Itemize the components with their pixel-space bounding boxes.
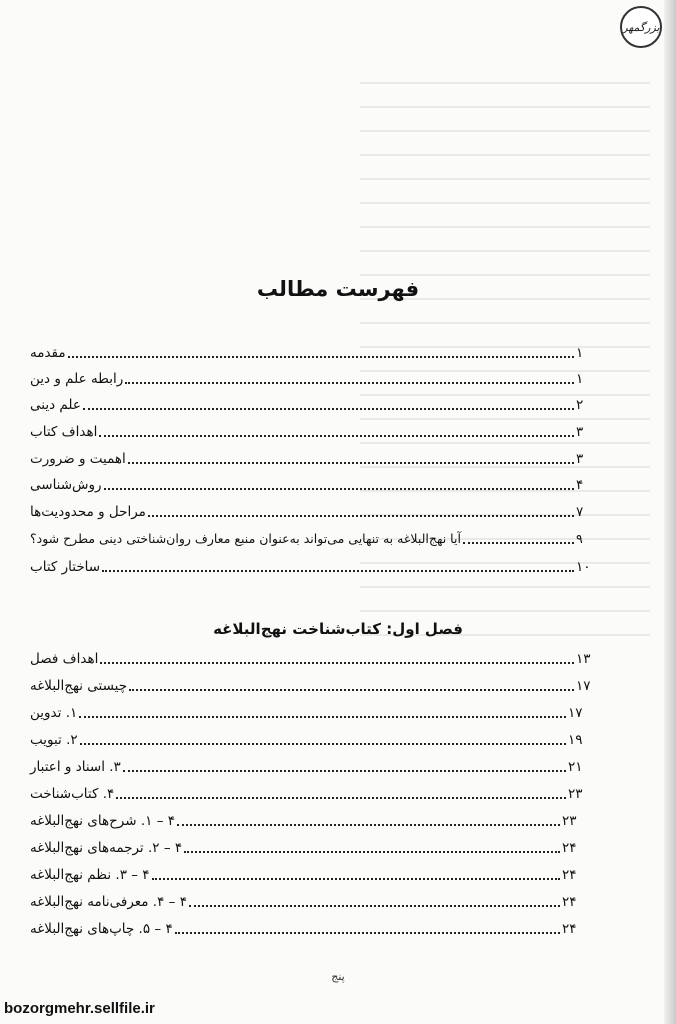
toc-entry[interactable] <box>30 526 600 548</box>
dot-leader <box>68 356 574 358</box>
toc-entry-label: ۴ – ۳. نظم نهج‌البلاغه <box>30 867 150 883</box>
dot-leader <box>100 662 574 664</box>
toc-entry[interactable] <box>30 392 600 414</box>
toc-entry-page: ۱ <box>576 371 584 387</box>
toc-entry[interactable] <box>30 862 586 884</box>
toc-entry-label: مراحل و محدودیت‌ها <box>30 504 146 520</box>
toc-entry-label: اهمیت و ضرورت <box>30 451 126 467</box>
site-watermark: bozorgmehr.sellfile.ir <box>4 1000 155 1017</box>
toc-entry-page: ۷ <box>576 504 584 520</box>
stamp-text: بزرگمهر <box>622 20 660 34</box>
dot-leader <box>99 435 574 437</box>
toc-entry[interactable] <box>30 646 600 668</box>
toc-entry-page: ۹ <box>576 531 583 546</box>
toc-entry-label: آیا نهج‌البلاغه به تنهایی می‌تواند به‌عنوان منبع معارف روان‌شناختی دینی مطرح شود؟ <box>30 531 461 546</box>
dot-leader <box>104 488 574 490</box>
toc-entry[interactable] <box>30 889 586 911</box>
toc-entry-label: اهداف کتاب <box>30 424 98 440</box>
toc-entry-page: ۲۴ <box>562 894 577 910</box>
dot-leader <box>123 770 566 772</box>
toc-entry[interactable] <box>30 554 600 576</box>
toc-entry[interactable] <box>30 366 600 388</box>
toc-entry-label: رابطه علم و دین <box>30 371 124 387</box>
toc-entry-label: ۴ – ۱. شرح‌های نهج‌البلاغه <box>30 813 176 829</box>
toc-entry-page: ۳ <box>576 424 584 440</box>
dot-leader <box>80 743 566 745</box>
dot-leader <box>129 689 574 691</box>
dot-leader <box>148 515 574 517</box>
toc-entry-page: ۲۴ <box>562 867 577 883</box>
dot-leader <box>116 797 566 799</box>
dot-leader <box>102 570 574 572</box>
toc-entry[interactable] <box>30 419 600 441</box>
dot-leader <box>189 905 560 907</box>
toc-entry-page: ۱۷ <box>568 705 583 721</box>
toc-entry-page: ۱۳ <box>576 651 591 667</box>
chapter-title: فصل اول: کتاب‌شناخت نهج‌البلاغه <box>213 620 463 638</box>
page-edge-shadow <box>664 0 676 1024</box>
toc-entry-label: روش‌شناسی <box>30 477 102 493</box>
toc-entry[interactable] <box>30 781 592 803</box>
toc-entry[interactable] <box>30 673 600 695</box>
dot-leader <box>152 878 560 880</box>
toc-entry-page: ۲۴ <box>562 840 577 856</box>
toc-entry[interactable] <box>30 754 592 776</box>
dot-leader <box>125 382 574 384</box>
toc-entry-page: ۲۱ <box>568 759 583 775</box>
toc-entry-label: ۲. تبویب <box>30 732 78 748</box>
toc-entry-page: ۴ <box>576 477 584 493</box>
toc-entry-label: ۴ – ۴. معرفی‌نامه نهج‌البلاغه <box>30 894 187 910</box>
dot-leader <box>128 462 574 464</box>
toc-entry-page: ۱ <box>576 345 584 361</box>
toc-entry-page: ۱۰ <box>576 559 591 575</box>
toc-entry-page: ۲ <box>576 397 584 413</box>
toc-entry-label: ساختار کتاب <box>30 559 101 575</box>
toc-entry[interactable] <box>30 835 586 857</box>
dot-leader <box>175 932 560 934</box>
toc-entry-label: ۴ – ۲. ترجمه‌های نهج‌البلاغه <box>30 840 183 856</box>
toc-entry[interactable] <box>30 472 600 494</box>
toc-entry-page: ۲۳ <box>568 786 583 802</box>
toc-entry[interactable] <box>30 499 600 521</box>
dot-leader <box>79 716 566 718</box>
toc-entry[interactable] <box>30 808 586 830</box>
toc-entry-label: مقدمه <box>30 345 66 361</box>
toc-entry[interactable] <box>30 340 600 362</box>
toc-entry[interactable] <box>30 916 586 938</box>
dot-leader <box>184 851 560 853</box>
dot-leader <box>83 408 574 410</box>
toc-entry-label: ۳. اسناد و اعتبار <box>30 759 121 775</box>
toc-entry-page: ۲۴ <box>562 921 577 937</box>
toc-entry[interactable] <box>30 727 592 749</box>
page-title: فهرست مطالب <box>256 277 420 301</box>
toc-entry-page: ۱۹ <box>568 732 583 748</box>
dot-leader <box>177 824 560 826</box>
publisher-stamp-logo <box>620 6 662 48</box>
toc-entry-label: ۴. کتاب‌شناخت <box>30 786 115 802</box>
page-number-footer: پنج <box>331 970 345 983</box>
toc-entry-page: ۳ <box>576 451 584 467</box>
toc-entry[interactable] <box>30 446 600 468</box>
toc-entry-page: ۱۷ <box>576 678 591 694</box>
dot-leader <box>463 542 574 544</box>
toc-entry[interactable] <box>30 700 592 722</box>
toc-entry-label: ۱. تدوین <box>30 705 78 721</box>
toc-entry-label: ۴ – ۵. چاپ‌های نهج‌البلاغه <box>30 921 173 937</box>
toc-entry-page: ۲۳ <box>562 813 577 829</box>
toc-entry-label: چیستی نهج‌البلاغه <box>30 678 128 694</box>
toc-entry-label: اهداف فصل <box>30 651 99 667</box>
toc-entry-label: علم دینی <box>30 397 81 413</box>
